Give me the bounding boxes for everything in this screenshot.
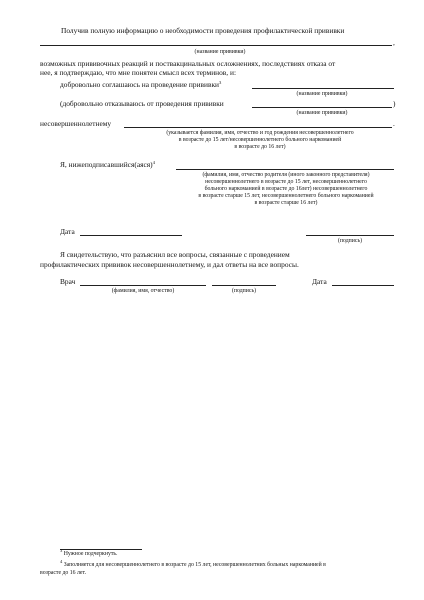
undersigned-label: Я, нижеподписавшийся(аяся)$^4$ — [60, 160, 155, 169]
refuse-vaccine-hint: (название прививки) — [296, 110, 348, 116]
agree-label: добровольно соглашаюсь на проведение прививки$^3$ — [60, 80, 222, 89]
refuse-label: (добровольно отказываюсь от проведения прививки — [60, 99, 224, 108]
vaccine-name-hint: (название прививки) — [194, 49, 246, 55]
date-line[interactable] — [80, 235, 182, 236]
minor-hint-2: в возрасте до 15 лет/несовершеннолетнего больного наркоманией — [178, 137, 342, 143]
period-mark: . — [393, 119, 395, 128]
footnote-separator — [60, 549, 142, 550]
doctor-signature-hint: (подпись) — [231, 288, 257, 294]
reactions-line-2: нее, я подтверждаю, что мне понятен смысл всех терминов, и: — [40, 68, 236, 77]
refuse-vaccine-line[interactable] — [252, 107, 392, 108]
minor-label: несовершеннолетнему — [40, 119, 112, 128]
signature-line[interactable] — [306, 235, 394, 236]
doctor-signature-line[interactable] — [212, 285, 276, 286]
doctor-label: Врач — [60, 277, 76, 286]
statement-line-1: Я свидетельствую, что разъяснил все вопросы, связанные с проведением — [60, 250, 290, 259]
minor-hint-3: в возрасте до 16 лет) — [234, 144, 286, 150]
doctor-date-label: Дата — [312, 277, 327, 286]
signature-hint: (подпись) — [337, 238, 363, 244]
doctor-fio-line[interactable] — [80, 285, 206, 286]
parent-hint-2: несовершеннолетнего в возрасте до 15 лет, несовершеннолетнего — [205, 179, 367, 185]
agree-vaccine-hint: (название прививки) — [296, 91, 348, 97]
reactions-line-1: возможных прививочных реакций и поствакцинальных осложнениях, последствиях отказа от — [40, 59, 336, 68]
footnote-mark-4: 4 — [152, 160, 155, 165]
doctor-fio-hint: (фамилия, имя, отчество) — [111, 288, 175, 294]
minor-hint-1: (указывается фамилия, имя, отчество и год рождения несовершеннолетнего — [166, 130, 354, 136]
statement-line-2: профилактических прививок несовершеннолетнему, и дал ответы на все вопросы. — [40, 260, 299, 269]
doctor-date-line[interactable] — [332, 285, 394, 286]
comma-mark: , — [393, 38, 395, 47]
parent-name-line[interactable] — [176, 169, 394, 170]
refuse-close: ) — [393, 99, 396, 108]
date-label: Дата — [60, 227, 75, 236]
parent-hint-1: (фамилия, имя, отчество родителя (иного законного представителя) — [202, 172, 370, 178]
parent-hint-5: в возрасте старше 16 лет) — [254, 200, 318, 206]
footnote-3: $^3$ Нужное подчеркнуть. — [60, 548, 118, 557]
parent-hint-4: в возрасте старше 15 лет, несовершеннолетнего больного наркоманией — [198, 193, 374, 199]
footnote-4: $^4$ Заполняется для несовершеннолетнего в возрасте до 15 лет, несовершеннолетних больных наркоманией в — [60, 559, 326, 568]
intro-text: Получив полную информацию о необходимости проведения профилактической прививки — [61, 26, 345, 35]
agree-vaccine-line[interactable] — [252, 88, 394, 89]
footnote-4-cont: возрасте до 16 лет. — [40, 570, 87, 576]
footnote-mark-3: 3 — [219, 80, 222, 85]
parent-hint-3: больного наркоманией в возрасте до 16лет) несовершеннолетнего — [204, 186, 368, 192]
vaccine-name-line[interactable] — [40, 45, 392, 46]
minor-name-line[interactable] — [124, 127, 392, 128]
